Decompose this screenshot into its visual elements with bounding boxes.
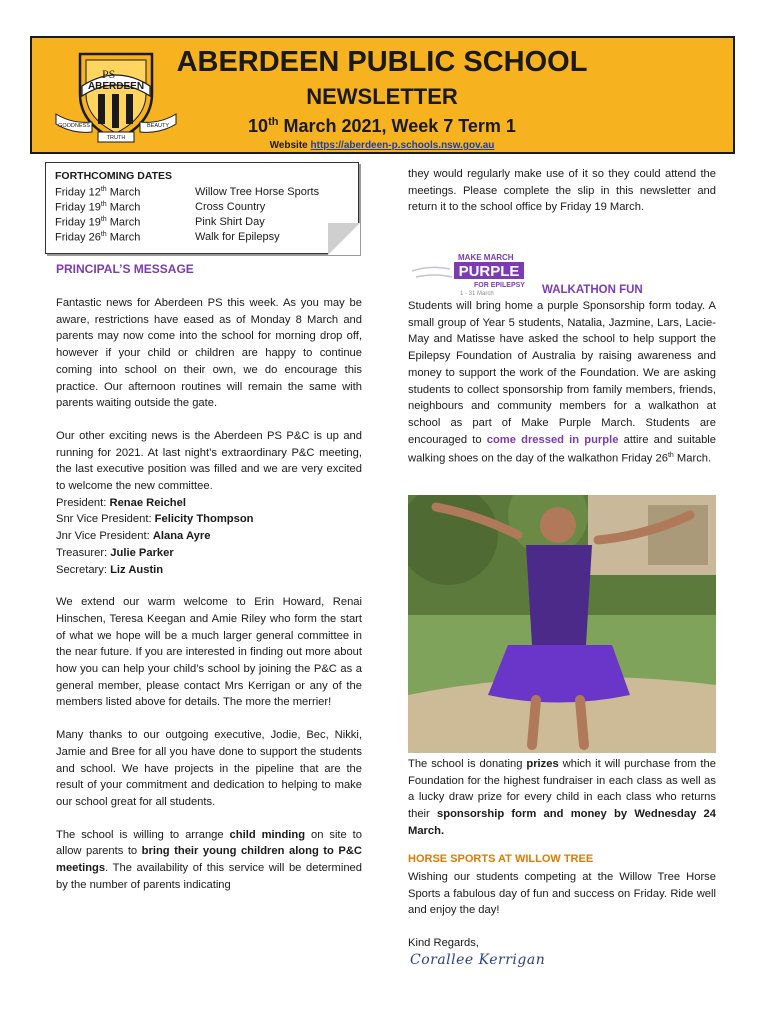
paragraph: We extend our warm welcome to Erin Howard, Renai Hinschen, Teresa Keegan and Amie Riley who form the start of what we hope will be a much larger general committee in the near future. If you are interested in finding out more about how you can help your child’s school by joining the P&C as a general member, please contact Mrs Kerrigan or any of the members listed above for details. The more the merrier! [56,596,362,709]
paragraph: Fantastic news for Aberdeen PS this week. As you may be aware, restrictions have eased as of Monday 8 March and parents may now come into the school for morning drop off, however if your child or children are happy to continue coming into school on their own, we do encourage this practice. Our afternoon routines will remain the same with parents waiting outside the gate. [56,297,362,410]
logo-motto-1: GOODNESS [58,123,90,129]
horse-sports-body: Wishing our students competing at the Willow Tree Horse Sports a fabulous day of fun and success on Friday. Ride well and enjoy the day! [408,871,716,917]
logo-name: ABERDEEN [87,81,145,92]
mmp-line3: FOR EPILEPSY [474,282,525,289]
school-crest-logo [52,44,180,148]
committee-member: Treasurer: Julie Parker [56,546,174,559]
mmp-line4: 1 - 31 March [460,291,494,297]
signature: Corallee Kerrigan [410,952,546,968]
make-march-purple-graphic [410,251,528,297]
logo-initials: PS [102,67,116,81]
prizes-body: The school is donating prizes which it will purchase from the Foundation for the highest fundraiser in each class as well as a lucky draw prize for every child in each class who returns their sponsorship form and money by Wednesday 24 March. [408,758,716,837]
paragraph: The school is willing to arrange child minding on site to allow parents to bring their young children along to P&C meetings. The availability of this service will be determined by the number of parents indicating [56,828,363,891]
paragraph: Many thanks to our outgoing executive, Jodie, Bec, Nikki, Jamie and Bree for all you have done to support the students and school. We have projects in the pipeline that are the result of your commitment and dedication to helping to make our school great for all students. [56,729,362,808]
walkathon-photo [408,495,716,753]
committee-member: Snr Vice President: Felicity Thompson [56,513,254,526]
paragraph: Our other exciting news is the Aberdeen PS P&C is up and running for 2021. At last night’s extraordinary P&C meeting, the last executive position was filled and we are very excited to welcome the new committee. [56,429,362,493]
horse-sports-heading: HORSE SPORTS AT WILLOW TREE [408,853,594,865]
logo-motto-3: BEAUTY [146,123,170,129]
school-title: ABERDEEN PUBLIC SCHOOL [176,46,588,78]
issue-date: 10th March 2021, Week 7 Term 1 [248,116,516,136]
committee-list [56,495,362,579]
committee-member: Jnr Vice President: Alana Ayre [56,530,211,543]
newsletter-label: NEWSLETTER [306,84,458,109]
kind-regards: Kind Regards, [408,937,479,949]
walkathon-body: Students will bring home a purple Sponsorship form today. A small group of Year 5 students, Natalia, Jazmine, Lars, Lacie-May and Matisse have asked the school to help support the Epilepsy Foundation of Australia by raising awareness and money to support the work of the Foundation. We are asking students to collect sponsorship from family members, friends, neighbours and community members for a walkathon at school as part of Make Purple March. Students are encouraged to come dressed in purple attire and suitable walking shoes on the day of the walkathon Friday 26th March. [408,300,716,466]
forthcoming-dates-title: FORTHCOMING DATES [55,170,173,182]
mmp-line2: PURPLE [458,263,520,280]
logo-motto-2: TRUTH [106,135,126,141]
committee-member: Secretary: Liz Austin [56,563,164,576]
mmp-line1: MAKE MARCH [458,253,514,262]
newsletter-header [30,36,735,154]
walkathon-heading: WALKATHON FUN [542,284,643,296]
continued-text: they would regularly make use of it so they could attend the meetings. Please complete the slip in this newsletter and return it to the school office by Friday 19 March. [408,168,716,214]
forthcoming-dates-box: FORTHCOMING DATES Friday 12th March Willow Tree Horse Sports Friday 19th March Cross Country Friday 19th March Pink Shirt Day Friday 26th March Walk for Epilepsy [45,162,359,254]
website-link[interactable]: https://aberdeen-p.schools.nsw.gov.au [310,140,495,151]
page-fold-corner [328,223,360,255]
principal-message-body [56,295,362,894]
committee-member: President: Renae Reichel [56,496,186,509]
principal-message-heading: PRINCIPAL’S MESSAGE [56,262,194,276]
website-line: Website https://aberdeen-p.schools.nsw.gov.au [269,140,495,151]
